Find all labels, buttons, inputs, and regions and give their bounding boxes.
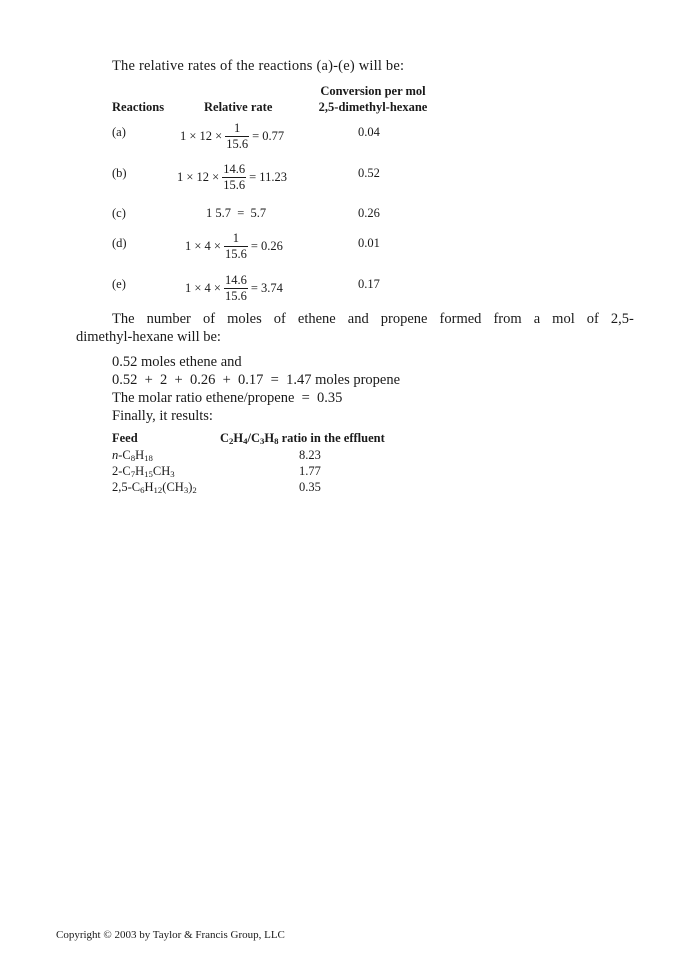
reaction-label-a: (a) xyxy=(112,125,126,139)
rate-prefix: 1 × 4 × xyxy=(185,239,221,254)
word: propene xyxy=(380,311,428,327)
fraction xyxy=(222,163,246,192)
word: and xyxy=(347,311,369,327)
header-relative-rate: Relative rate xyxy=(204,100,273,114)
fraction-numerator: 1 xyxy=(234,121,241,135)
relative-rate-a xyxy=(180,122,284,151)
intro-sentence: The relative rates of the reactions (a)-(e) will be: xyxy=(112,58,405,74)
conversion-c: 0.26 xyxy=(358,206,380,220)
result-ethene: 0.52 moles ethene and xyxy=(112,354,242,370)
result-molar-ratio: The molar ratio ethene/propene = 0.35 xyxy=(112,390,343,406)
header-conversion-line1: Conversion per mol xyxy=(320,84,426,98)
relative-rate-e xyxy=(185,274,283,303)
conversion-b: 0.52 xyxy=(358,166,380,180)
fraction-numerator: 14.6 xyxy=(223,162,246,176)
fraction-numerator: 14.6 xyxy=(224,273,247,287)
rate-result: = 0.77 xyxy=(252,129,285,144)
paragraph-line2: dimethyl-hexane will be: xyxy=(76,329,221,345)
fraction-denominator: 15.6 xyxy=(226,137,249,152)
word: a xyxy=(533,311,541,327)
result-finally: Finally, it results: xyxy=(112,408,213,424)
fraction xyxy=(225,122,249,151)
rate-result: = 0.26 xyxy=(250,239,283,254)
header-ratio: $C_2H_4/C_3H_8$ ratio in the effluent xyxy=(220,431,385,447)
relative-rate-d xyxy=(185,232,283,261)
fraction-denominator: 15.6 xyxy=(224,289,247,304)
feed-2-methylheptane: $2-C_7H_{15}CH_3$ xyxy=(112,464,175,480)
paragraph-line1 xyxy=(112,310,634,328)
header-conversion-line2: 2,5-dimethyl-hexane xyxy=(318,100,428,114)
relative-rate-b xyxy=(177,163,287,192)
rate-prefix: 1 × 12 × xyxy=(177,170,220,185)
word: mol xyxy=(552,311,575,327)
word: of xyxy=(273,311,286,327)
conversion-d: 0.01 xyxy=(358,236,380,250)
rate-result: = 11.23 xyxy=(249,170,287,185)
conversion-a: 0.04 xyxy=(358,125,380,139)
rate-result: = 3.74 xyxy=(250,281,283,296)
fraction xyxy=(224,274,248,303)
reaction-label-e: (e) xyxy=(112,277,126,291)
word: The xyxy=(112,311,135,327)
rate-prefix: 1 × 4 × xyxy=(185,281,221,296)
rate-prefix: 1 × 12 × xyxy=(180,129,223,144)
word: number xyxy=(146,311,191,327)
word: formed xyxy=(439,311,482,327)
result-propene-sum: 0.52 + 2 + 0.26 + 0.17 = 1.47 moles propene xyxy=(112,372,401,388)
ratio-2-methylheptane: 1.77 xyxy=(299,464,321,478)
relative-rate-c: 1 5.7 = 5.7 xyxy=(206,206,267,220)
word: of xyxy=(202,311,216,327)
reaction-label-d: (d) xyxy=(112,236,127,250)
copyright-footer: Copyright © 2003 by Taylor & Francis Group, LLC xyxy=(56,929,285,941)
fraction-numerator: 1 xyxy=(232,231,240,245)
reaction-label-c: (c) xyxy=(112,206,126,220)
fraction xyxy=(224,232,248,261)
feed-2-5-dimethylhexane: $2,5-C_6H_{12}(CH_3)_2$ xyxy=(112,480,197,496)
header-feed: Feed xyxy=(112,431,138,445)
ratio-n-octane: 8.23 xyxy=(299,448,321,462)
word: 2,5- xyxy=(610,311,634,327)
word: of xyxy=(586,311,599,327)
word: from xyxy=(493,311,522,327)
feed-n-octane: $n-C_8H_{18}$ xyxy=(112,448,153,464)
conversion-e: 0.17 xyxy=(358,277,380,291)
fraction-denominator: 15.6 xyxy=(223,178,246,193)
word: moles xyxy=(227,311,262,327)
ratio-2-5-dimethylhexane: 0.35 xyxy=(299,480,321,494)
word: ethene xyxy=(297,311,336,327)
header-reactions: Reactions xyxy=(112,100,165,114)
reaction-label-b: (b) xyxy=(112,166,127,180)
fraction-denominator: 15.6 xyxy=(224,247,247,262)
